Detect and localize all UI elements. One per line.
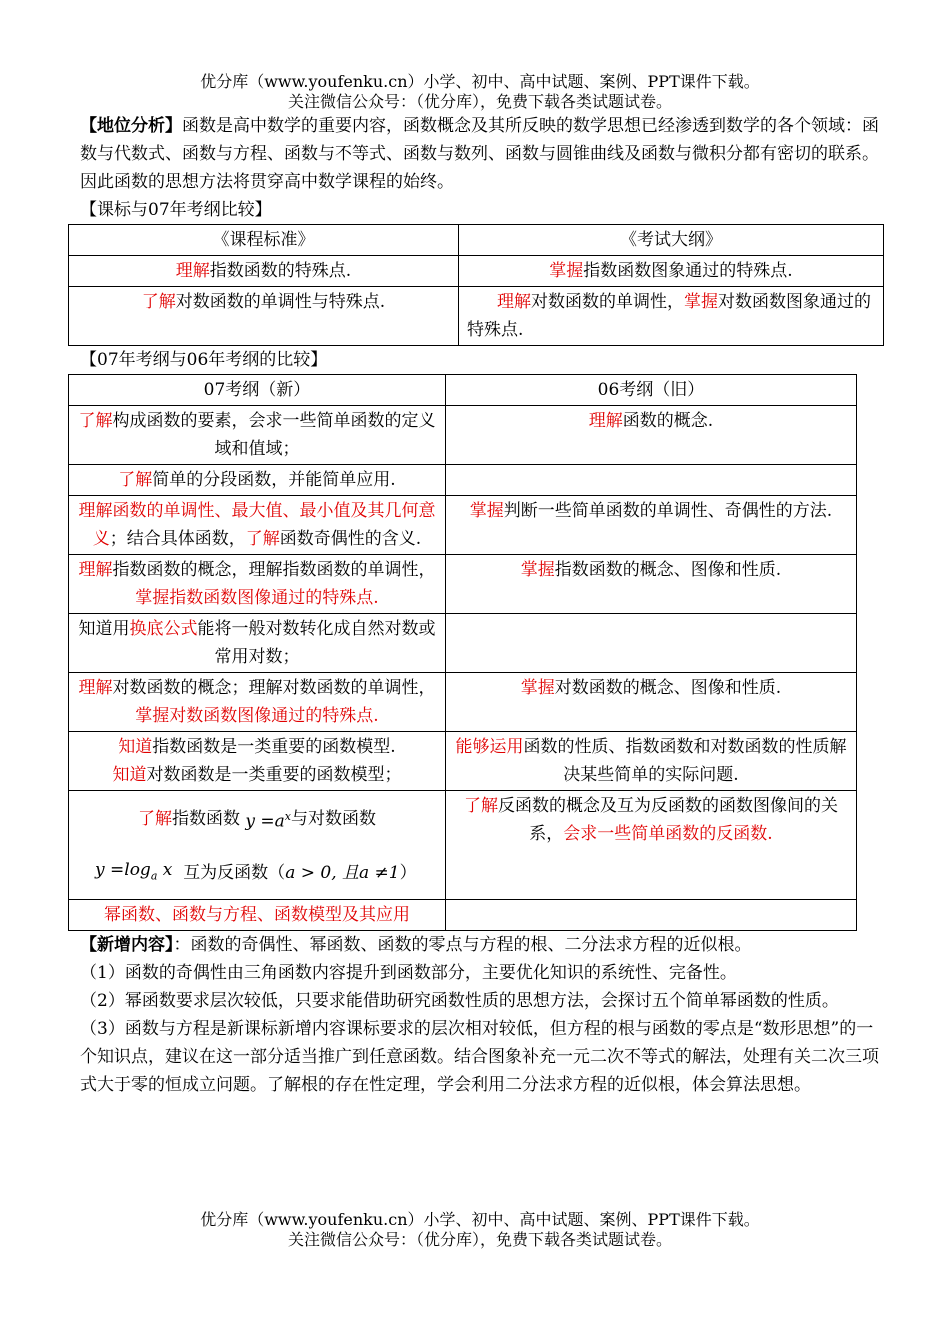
cell-text: 判断一些简单函数的单调性、奇偶性的方法. xyxy=(503,501,833,521)
table-cell xyxy=(69,406,446,465)
new-content-p3: （3）函数与方程是新课标新增内容课标要求的层次相对较低，但方程的根与函数的零点是“数形思想”的一个知识点，建议在这一部分适当推广到任意函数。结合图象补充一元二次不等式的解法，处理有关二次三项式大于零的恒成立问题。了解根的存在性定理，学会利用二分法求方程的近似根，体会算法思想。 xyxy=(80,1019,879,1095)
table-row xyxy=(69,406,857,465)
footer-line-2: 关注微信公众号：（优分库），免费下载各类试题试卷。 xyxy=(287,1230,672,1249)
table-cell xyxy=(446,732,857,791)
cell-text: 构成函数的要素，会求一些简单函数的定义域和值域； xyxy=(112,411,436,459)
keyword: 掌握 xyxy=(684,292,718,312)
formula-exponent: x xyxy=(284,809,291,823)
cell-text: 函数的性质、指数函数和对数函数的性质解决某些简单的实际问题. xyxy=(523,737,847,785)
footer-line-1: 优分库（www.youfenku.cn）小学、初中、高中试题、案例、PPT课件下载。 xyxy=(200,1210,760,1229)
page-header xyxy=(80,72,880,112)
header-line-1: 优分库（www.youfenku.cn）小学、初中、高中试题、案例、PPT课件下载。 xyxy=(200,72,760,91)
table-row xyxy=(69,673,857,732)
keyword: 了解 xyxy=(141,292,176,312)
cell-text: ；结合具体函数， xyxy=(109,529,246,549)
table-row xyxy=(69,375,857,406)
table2-title: 【07年考纲与06年考纲的比较】 xyxy=(80,350,328,370)
new-content-label: 【新增内容】 xyxy=(80,935,174,955)
header-line-2: 关注微信公众号：（优分库），免费下载各类试题试卷。 xyxy=(287,92,672,111)
page-footer xyxy=(80,1210,880,1250)
keyword: 掌握 xyxy=(469,501,504,521)
formula-log: y =log xyxy=(95,859,151,880)
table-cell xyxy=(69,496,446,555)
cell-text: 互为反函数（ xyxy=(183,863,286,883)
table-row xyxy=(69,287,884,346)
cell-text: 指数函数的特殊点. xyxy=(209,261,352,281)
cell-text: 指数函数的概念、图像和性质. xyxy=(554,560,782,580)
table2-header-right: 06考纲（旧） xyxy=(446,375,857,406)
cell-text: 函数的概念. xyxy=(622,411,714,431)
keyword: 掌握对数函数图像通过的特殊点. xyxy=(135,706,379,726)
table-cell: 幂函数、函数与方程、函数模型及其应用 xyxy=(69,900,446,931)
table1-header-right: 《考试大纲》 xyxy=(459,225,884,256)
formula-base: a xyxy=(150,869,158,883)
cell-text: 对数函数的单调性， xyxy=(531,292,684,312)
cell-text: 对数函数的概念、图像和性质. xyxy=(554,678,782,698)
keyword: 了解 xyxy=(245,529,280,549)
keyword: 了解 xyxy=(78,411,113,431)
comparison-table-2 xyxy=(68,374,857,931)
table-cell xyxy=(459,287,884,346)
table-cell xyxy=(446,555,857,614)
keyword: 理解 xyxy=(497,292,531,312)
keyword: 能够运用 xyxy=(455,737,524,757)
table-row xyxy=(69,791,857,900)
table-cell xyxy=(69,256,459,287)
keyword: 知道 xyxy=(118,737,153,757)
cell-text: 指数函数的概念，理解指数函数的单调性， xyxy=(112,560,436,580)
cell-text: 对数函数图象通过的特殊点. xyxy=(467,292,871,340)
keyword: 理解 xyxy=(175,261,210,281)
exp-function-formula xyxy=(245,803,291,836)
cell-text: 对数函数的概念；理解对数函数的单调性， xyxy=(112,678,436,698)
table-cell xyxy=(69,287,459,346)
table-cell xyxy=(69,555,446,614)
cell-text: 知道用 xyxy=(78,619,130,639)
table-cell xyxy=(69,791,446,900)
formula-line-1 xyxy=(77,791,437,847)
new-content-text: ：函数的奇偶性、幂函数、函数的零点与方程的根、二分法求方程的近似根。 xyxy=(173,935,752,955)
comparison-table-1 xyxy=(68,224,884,346)
keyword: 了解 xyxy=(464,796,498,816)
new-content-intro xyxy=(80,931,880,959)
position-label: 【地位分析】 xyxy=(80,116,182,136)
table-row xyxy=(69,225,884,256)
table1-title: 【课标与07年考纲比较】 xyxy=(80,200,272,220)
cell-text: 简单的分段函数，并能简单应用. xyxy=(152,470,396,490)
keyword: 掌握指数函数图像通过的特殊点. xyxy=(135,588,379,608)
table1-header-left: 《课程标准》 xyxy=(69,225,459,256)
table-cell xyxy=(446,406,857,465)
table-cell xyxy=(446,673,857,732)
condition-formula: a > 0, 且a ≠1 xyxy=(285,863,400,883)
table-row xyxy=(69,256,884,287)
new-content-p1: （1）函数的奇偶性由三角函数内容提升到函数部分，主要优化知识的系统性、完备性。 xyxy=(80,963,737,983)
table-cell xyxy=(446,614,857,673)
new-content-p2: （2）幂函数要求层次较低，只要求能借助研究函数性质的思想方法，会探讨五个简单幂函数的性质。 xyxy=(80,991,839,1011)
table-row xyxy=(69,555,857,614)
cell-text: 对数函数是一类重要的函数模型； xyxy=(146,765,402,785)
cell-text: 对数函数的单调性与特殊点. xyxy=(175,292,386,312)
keyword: 换底公式 xyxy=(129,619,198,639)
table-row xyxy=(69,614,857,673)
table-row xyxy=(69,900,857,931)
formula-variable: x xyxy=(157,859,173,880)
keyword: 了解 xyxy=(118,470,153,490)
table-row xyxy=(69,465,857,496)
cell-text: 指数函数 xyxy=(171,809,240,829)
keyword: 理解函数的单调性、最大值、最小值及其几何意义 xyxy=(78,501,436,549)
table-cell xyxy=(446,900,857,931)
table-cell xyxy=(69,673,446,732)
keyword: 知道 xyxy=(112,765,147,785)
cell-text: 反函数的概念及互为反函数的函数图像间的关系， xyxy=(498,796,838,844)
cell-text: 函数奇偶性的含义. xyxy=(279,529,422,549)
cell-text: 能将一般对数转化成自然对数或常用对数； xyxy=(197,619,436,667)
table-cell xyxy=(446,496,857,555)
table2-header-left: 07考纲（新） xyxy=(69,375,446,406)
table-cell xyxy=(446,791,857,900)
keyword: 理解 xyxy=(78,560,113,580)
keyword: 掌握 xyxy=(520,678,555,698)
position-analysis xyxy=(80,112,880,196)
table-cell xyxy=(69,465,446,496)
cell-text: 与对数函数 xyxy=(291,809,376,829)
position-text: 函数是高中数学的重要内容，函数概念及其所反映的数学思想已经渗透到数学的各个领域：函数与代数式、函数与方程、函数与不等式、函数与数列、函数与圆锥曲线及函数与微积分都有密切的联系。因此函数的思想方法将贯穿高中数学课程的始终。 xyxy=(80,116,879,192)
formula-base: y =a xyxy=(245,811,285,832)
table-cell xyxy=(69,614,446,673)
keyword: 会求一些简单函数的反函数. xyxy=(563,824,773,844)
log-function-formula xyxy=(95,856,172,890)
cell-text: ） xyxy=(399,863,417,883)
cell-text: 指数函数是一类重要的函数模型. xyxy=(152,737,396,757)
keyword: 理解 xyxy=(588,411,623,431)
keyword: 理解 xyxy=(78,678,113,698)
table-row xyxy=(69,732,857,791)
keyword: 掌握 xyxy=(549,261,584,281)
table-cell xyxy=(459,256,884,287)
keyword: 掌握 xyxy=(520,560,555,580)
table-cell xyxy=(69,732,446,791)
cell-text: 指数函数图象通过的特殊点. xyxy=(583,261,793,281)
table-row xyxy=(69,496,857,555)
table-cell xyxy=(446,465,857,496)
formula-line-2 xyxy=(77,847,437,899)
keyword: 了解 xyxy=(137,809,172,829)
document-page xyxy=(80,72,880,1099)
